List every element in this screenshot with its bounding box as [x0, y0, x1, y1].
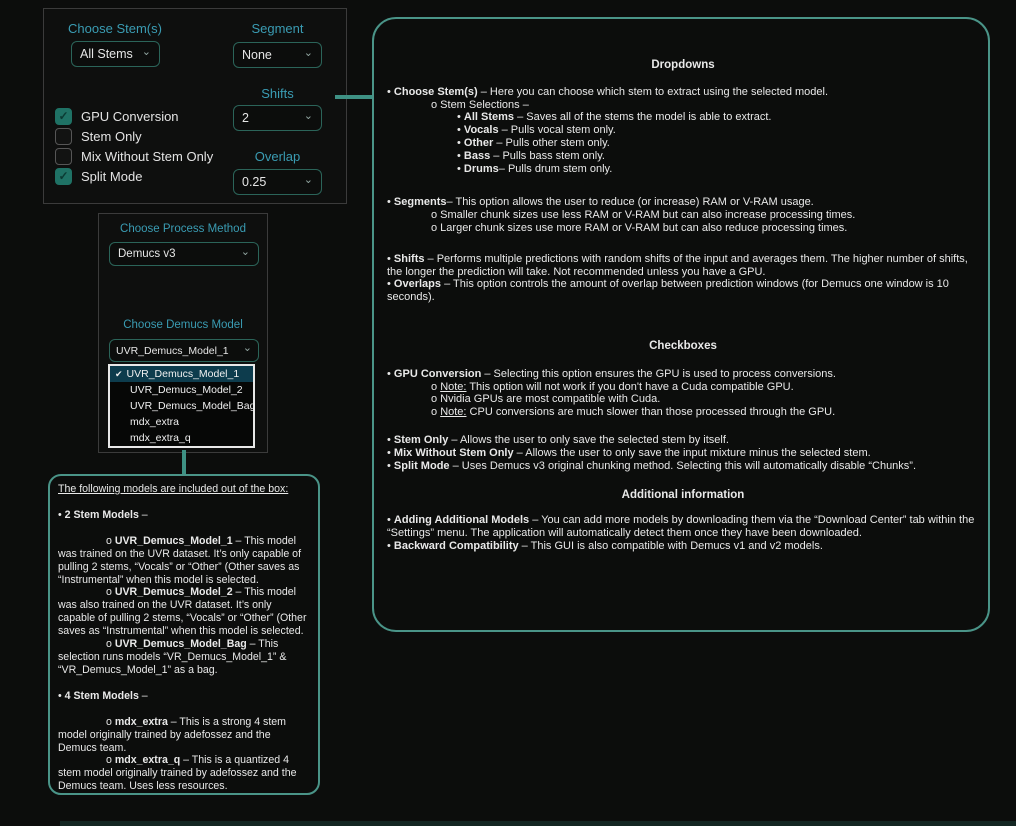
unchecked-checkbox-icon[interactable]: [55, 128, 72, 145]
section-heading: Additional information: [621, 489, 745, 502]
model-options-list: [108, 364, 255, 448]
model-option[interactable]: [110, 382, 253, 398]
chevron-down-icon: ⌄: [303, 46, 313, 59]
text-line: • GPU Conversion – Selecting this option ensures the GPU is used to process conversions.: [387, 367, 836, 380]
text-line: • Mix Without Stem Only – Allows the user to only save the input mixture minus the selected stem.: [387, 446, 871, 459]
process-method-dropdown[interactable]: [109, 242, 259, 266]
checkbox-label: Split Mode: [81, 168, 143, 184]
checkbox-row[interactable]: [55, 126, 142, 146]
segment-dropdown[interactable]: [233, 42, 322, 68]
docs-panel: [372, 17, 990, 632]
shifts-dropdown-value: 2: [242, 111, 249, 125]
text-line: o mdx_extra – This is a strong 4 stem model originally trained by adefossez and the Demucs team.: [58, 715, 286, 754]
text-line: • Adding Additional Models – You can add more models by downloading them via the “Download Center” tab within the “Settings” menu. The application will automatically detect them once they have been downloaded.: [387, 514, 975, 539]
text-line: • All Stems – Saves all of the stems the model is able to extract.: [457, 111, 772, 124]
demucs-model-dropdown-value: UVR_Demucs_Model_1: [116, 344, 229, 357]
text-line: • 4 Stem Models –: [58, 689, 148, 702]
text-line: • Stem Only – Allows the user to only save the selected stem by itself.: [387, 433, 729, 446]
overlap-label: Overlap: [254, 149, 301, 164]
docs-content: [385, 59, 981, 553]
checked-checkbox-icon[interactable]: ✓: [55, 168, 72, 185]
connector-horizontal: [335, 95, 374, 99]
shifts-dropdown[interactable]: [233, 105, 322, 131]
text-line: o Nvidia GPUs are most compatible with Cuda.: [431, 393, 661, 406]
text-line: o Larger chunk sizes use more RAM or V-RAM but can also reduce processing times.: [431, 221, 848, 234]
text-line: The following models are included out of the box:: [58, 483, 289, 495]
chevron-down-icon: ⌄: [242, 342, 252, 354]
shifts-label: Shifts: [261, 86, 294, 101]
text-line: o Note: CPU conversions are much slower than those processed through the GPU.: [431, 406, 836, 419]
chevron-down-icon: ⌄: [240, 245, 250, 258]
text-line: • Bass – Pulls bass stem only.: [457, 149, 605, 162]
process-method-dropdown-value: Demucs v3: [118, 248, 176, 260]
text-line: • Choose Stem(s) – Here you can choose which stem to extract using the selected model.: [387, 85, 829, 98]
section-heading: Checkboxes: [649, 339, 717, 352]
overlap-dropdown-value: 0.25: [242, 175, 267, 189]
text-line: • Other – Pulls other stem only.: [457, 136, 610, 149]
choose-stems-label: Choose Stem(s): [68, 21, 162, 36]
checkbox-group: [44, 106, 229, 196]
text-line: o mdx_extra_q – This is a quantized 4 stem model originally trained by adefossez and the Demucs team. Uses less resources.: [58, 754, 297, 793]
unchecked-checkbox-icon[interactable]: [55, 148, 72, 165]
text-line: o UVR_Demucs_Model_1 – This model was trained on the UVR dataset. It’s only capable of pulling 2 stems, “Vocals” or “Other” (Other saves as “Instrumental” when this model is selected.: [58, 534, 302, 586]
check-icon: ✔: [115, 368, 123, 379]
text-line: o UVR_Demucs_Model_Bag – This selection runs models “VR_Demucs_Model_1” & “VR_Demucs_Model_1” as a bag.: [58, 638, 287, 676]
text-line: • 2 Stem Models –: [58, 508, 148, 521]
model-option[interactable]: [110, 430, 253, 446]
text-line: • Vocals – Pulls vocal stem only.: [457, 124, 616, 137]
checkbox-row[interactable]: [55, 166, 142, 186]
text-line: • Backward Compatibility – This GUI is also compatible with Demucs v1 and v2 models.: [387, 539, 823, 552]
models-note-panel: [48, 474, 320, 795]
text-line: o Stem Selections –: [431, 98, 529, 111]
model-option-label: UVR_Demucs_Model_2: [130, 384, 243, 396]
model-option-label: UVR_Demucs_Model_1: [126, 368, 240, 380]
model-option[interactable]: [110, 366, 253, 382]
text-line: • Split Mode – Uses Demucs v3 original chunking method. Selecting this will automatically disable “Chunks”.: [387, 459, 917, 472]
overlap-dropdown[interactable]: [233, 169, 322, 195]
text-line: • Shifts – Performs multiple predictions with random shifts of the input and averages them. The higher number of shifts, the longer the prediction will take. Not recommended unless you have a GPU.: [387, 252, 968, 278]
model-option-label: mdx_extra: [130, 416, 180, 428]
checkbox-label: Stem Only: [81, 128, 142, 144]
chevron-down-icon: ⌄: [303, 109, 313, 122]
connector-vertical: [182, 450, 186, 477]
bottom-edge-strip: [60, 821, 1016, 826]
models-note-content: [58, 483, 311, 793]
model-option[interactable]: [110, 398, 256, 414]
model-option-label: UVR_Demucs_Model_Bag: [130, 400, 256, 412]
chevron-down-icon: ⌄: [141, 45, 151, 58]
demucs-model-label: Choose Demucs Model: [123, 319, 243, 331]
process-method-panel: [98, 213, 268, 453]
checked-checkbox-icon[interactable]: ✓: [55, 108, 72, 125]
text-line: o Note: This option will not work if you don't have a Cuda compatible GPU.: [431, 380, 794, 393]
demucs-model-dropdown[interactable]: [109, 339, 259, 362]
checkbox-row[interactable]: [55, 106, 179, 126]
stems-dropdown-value: All Stems: [80, 47, 133, 61]
text-line: o Smaller chunk sizes use less RAM or V-RAM but can also increase processing times.: [431, 209, 856, 222]
text-line: • Overlaps – This option controls the amount of overlap between prediction windows (for Demucs one window is 10 seconds).: [387, 278, 949, 304]
segment-dropdown-value: None: [242, 48, 272, 62]
model-option-label: mdx_extra_q: [130, 432, 191, 444]
checkbox-row[interactable]: [55, 146, 213, 166]
text-line: • Segments– This option allows the user to reduce (or increase) RAM or V-RAM usage.: [387, 196, 814, 209]
text-line: o UVR_Demucs_Model_2 – This model was also trained on the UVR dataset. It’s only capable of pulling 2 stems, “Vocals” or “Other” (Other saves as “Instrumental” when this model is selected.: [58, 586, 307, 638]
text-line: • Drums– Pulls drum stem only.: [457, 162, 613, 175]
section-heading: Dropdowns: [651, 59, 715, 71]
stems-options-panel: [43, 8, 347, 204]
process-method-label: Choose Process Method: [120, 223, 246, 235]
stems-dropdown[interactable]: [71, 41, 160, 67]
model-option[interactable]: [110, 414, 253, 430]
checkbox-label: Mix Without Stem Only: [81, 148, 214, 164]
checkbox-label: GPU Conversion: [81, 108, 179, 124]
chevron-down-icon: ⌄: [303, 173, 313, 186]
segment-label: Segment: [251, 21, 304, 36]
